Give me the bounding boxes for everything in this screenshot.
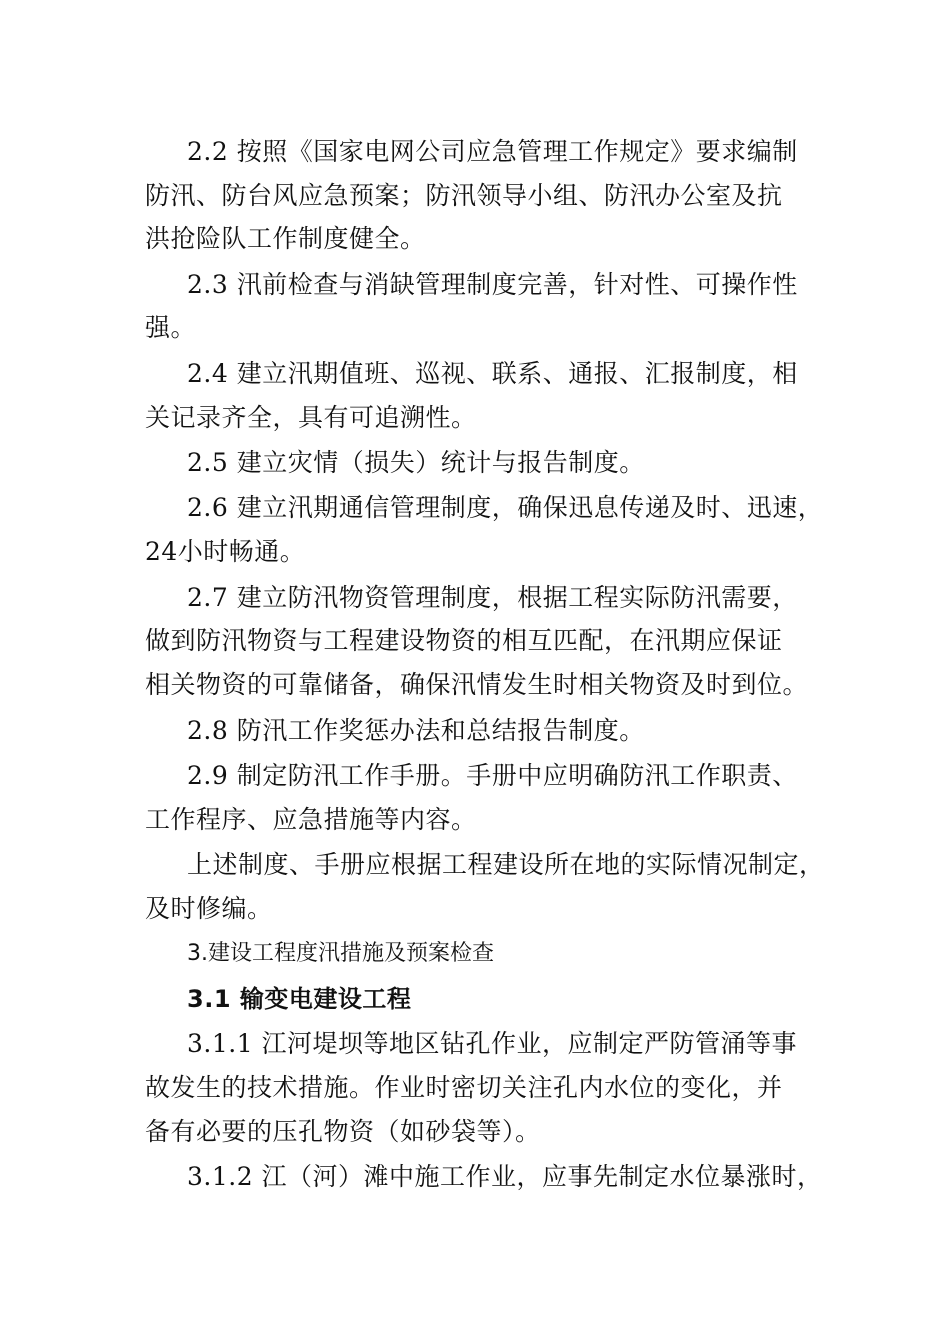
text-line: 2.2 按照《国家电网公司应急管理工作规定》要求编制 bbox=[187, 137, 798, 166]
text-line: 3.1.2 江（河）滩中施工作业，应事先制定水位暴涨时， bbox=[187, 1162, 823, 1191]
text-line: 2.5 建立灾情（损失）统计与报告制度。 bbox=[187, 448, 645, 477]
text-line: 及时修编。 bbox=[145, 894, 273, 923]
text-line: 3.1.1 江河堤坝等地区钻孔作业，应制定严防管涌等事 bbox=[187, 1029, 798, 1058]
text-line: 24小时畅通。 bbox=[145, 537, 306, 566]
text-line: 2.8 防汛工作奖惩办法和总结报告制度。 bbox=[187, 716, 645, 745]
text-line: 2.4 建立汛期值班、巡视、联系、通报、汇报制度，相 bbox=[187, 359, 798, 388]
text-line: 上述制度、手册应根据工程建设所在地的实际情况制定， bbox=[187, 850, 825, 879]
text-line: 备有必要的压孔物资（如砂袋等）。 bbox=[145, 1117, 541, 1146]
text-line: 做到防汛物资与工程建设物资的相互匹配，在汛期应保证 bbox=[145, 626, 783, 655]
text-line: 相关物资的可靠储备，确保汛情发生时相关物资及时到位。 bbox=[145, 670, 809, 699]
text-line: 2.3 汛前检查与消缺管理制度完善，针对性、可操作性 bbox=[187, 270, 798, 299]
text-line: 2.9 制定防汛工作手册。手册中应明确防汛工作职责、 bbox=[187, 761, 798, 790]
text-line: 洪抢险队工作制度健全。 bbox=[145, 224, 426, 253]
text-line: 关记录齐全，具有可追溯性。 bbox=[145, 403, 477, 432]
text-line: 防汛、防台风应急预案；防汛领导小组、防汛办公室及抗 bbox=[145, 181, 783, 210]
text-line: 强。 bbox=[145, 313, 197, 342]
text-line: 2.6 建立汛期通信管理制度，确保迅息传递及时、迅速， bbox=[187, 493, 824, 522]
text-line: 工作程序、应急措施等内容。 bbox=[145, 805, 477, 834]
subsection-heading: 3.1 输变电建设工程 bbox=[187, 985, 412, 1013]
text-line: 2.7 建立防汛物资管理制度，根据工程实际防汛需要， bbox=[187, 583, 798, 612]
section-heading: 3.建设工程度汛措施及预案检查 bbox=[187, 941, 494, 966]
text-line: 故发生的技术措施。作业时密切关注孔内水位的变化，并 bbox=[145, 1073, 783, 1102]
